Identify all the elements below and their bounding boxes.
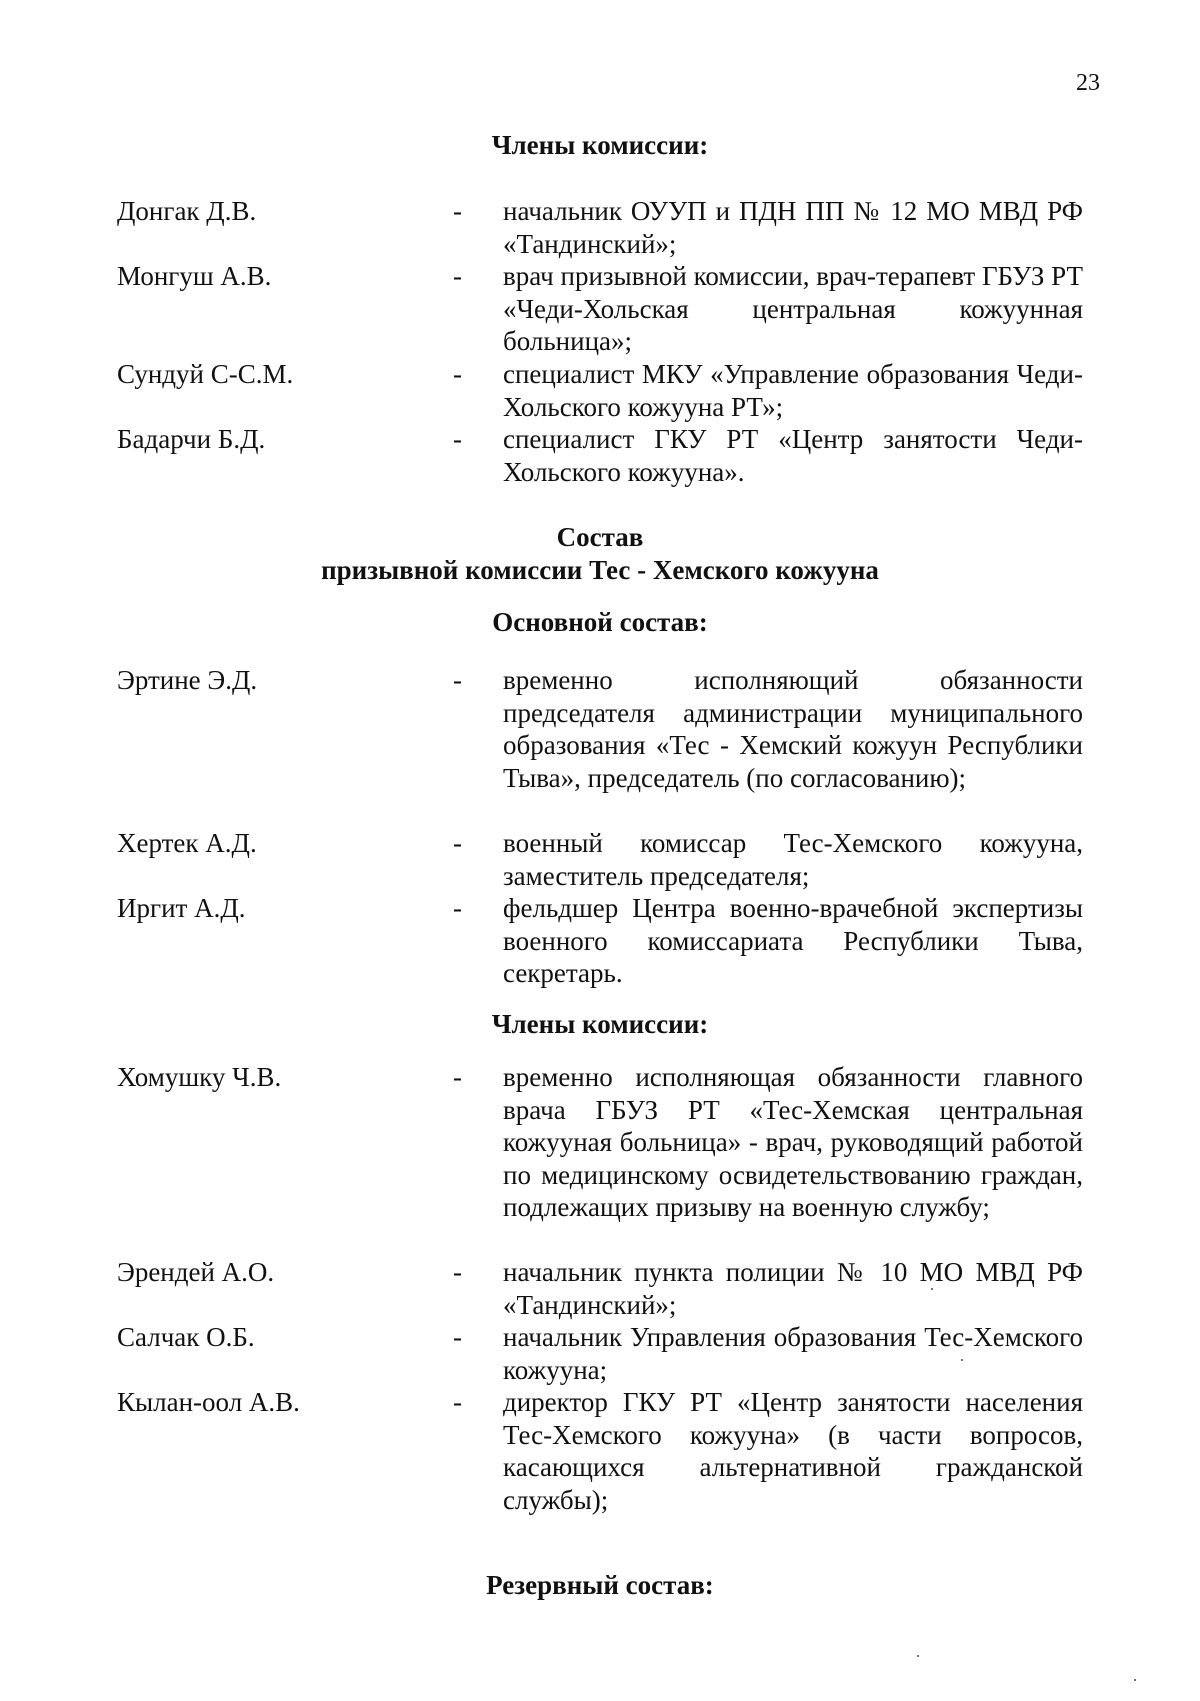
scan-speck: [1134, 1679, 1136, 1681]
section-subtitle: призывной комиссии Тес - Хемского кожууна: [321, 555, 879, 585]
member-name: Салчак О.Б.: [117, 1322, 255, 1352]
member-role: временно исполняющий обязанности председателя администрации муниципального образования «Тес - Хемский кожуун Республики Тыва», председатель (по согласованию);: [503, 665, 1083, 793]
dash-separator: -: [453, 359, 462, 389]
member-name: Бадарчи Б.Д.: [117, 424, 266, 454]
members-heading: Члены комиссии:: [491, 130, 709, 160]
section-title: Состав: [556, 522, 644, 552]
dash-separator: -: [453, 665, 462, 695]
dash-separator: -: [453, 424, 462, 454]
dash-separator: -: [453, 1322, 462, 1352]
dash-separator: -: [453, 261, 462, 291]
member-name: Хомушку Ч.В.: [117, 1062, 282, 1092]
member-role: специалист МКУ «Управление образования Чеди-Хольского кожууна РТ»;: [503, 359, 1083, 422]
member-name: Кылан-оол А.В.: [117, 1387, 300, 1417]
member-role: директор ГКУ РТ «Центр занятости населения Тес-Хемского кожууна» (в части вопросов, касающихся альтернативной гражданской службы);: [503, 1387, 1083, 1515]
member-name: Сундуй С-С.М.: [117, 359, 294, 389]
scan-speck: [917, 1655, 919, 1657]
member-role: фельдшер Центра военно-врачебной экспертизы военного комиссариата Республики Тыва, секретарь.: [503, 893, 1083, 989]
members-heading: Члены комиссии:: [491, 1009, 709, 1039]
scan-speck: [931, 1288, 933, 1290]
member-role: временно исполняющая обязанности главного врача ГБУЗ РТ «Тес-Хемская центральная кожууная больница» - врач, руководящий работой по медицинскому освидетельствованию граждан, подлежащих призыву на военную службу;: [503, 1062, 1083, 1223]
reserve-heading: Резервный состав:: [486, 1570, 714, 1600]
member-name: Иргит А.Д.: [117, 893, 246, 923]
page-number: 23: [1076, 70, 1100, 96]
member-name: Эрендей А.О.: [117, 1257, 275, 1287]
main-composition-heading: Основной состав:: [492, 607, 708, 637]
member-name: Эртине Э.Д.: [117, 665, 258, 695]
member-role: врач призывной комиссии, врач-терапевт ГБУЗ РТ «Чеди-Хольская центральная кожуунная больница»;: [503, 261, 1083, 357]
dash-separator: -: [453, 1387, 462, 1417]
member-role: начальник ОУУП и ПДН ПП № 12 МО МВД РФ «Тандинский»;: [503, 196, 1083, 259]
member-name: Донгак Д.В.: [117, 196, 257, 226]
dash-separator: -: [453, 893, 462, 923]
member-role: специалист ГКУ РТ «Центр занятости Чеди-Хольского кожууна».: [503, 424, 1083, 487]
dash-separator: -: [453, 1062, 462, 1092]
member-name: Хертек А.Д.: [117, 828, 257, 858]
member-role: начальник пункта полиции № 10 МО МВД РФ «Тандинский»;: [503, 1257, 1083, 1320]
member-role: военный комиссар Тес-Хемского кожууна, заместитель председателя;: [503, 828, 1083, 891]
member-name: Монгуш А.В.: [117, 261, 272, 291]
scan-speck: [961, 1359, 963, 1361]
dash-separator: -: [453, 828, 462, 858]
dash-separator: -: [453, 1257, 462, 1287]
dash-separator: -: [453, 196, 462, 226]
member-role: начальник Управления образования Тес-Хемского кожууна;: [503, 1322, 1083, 1385]
